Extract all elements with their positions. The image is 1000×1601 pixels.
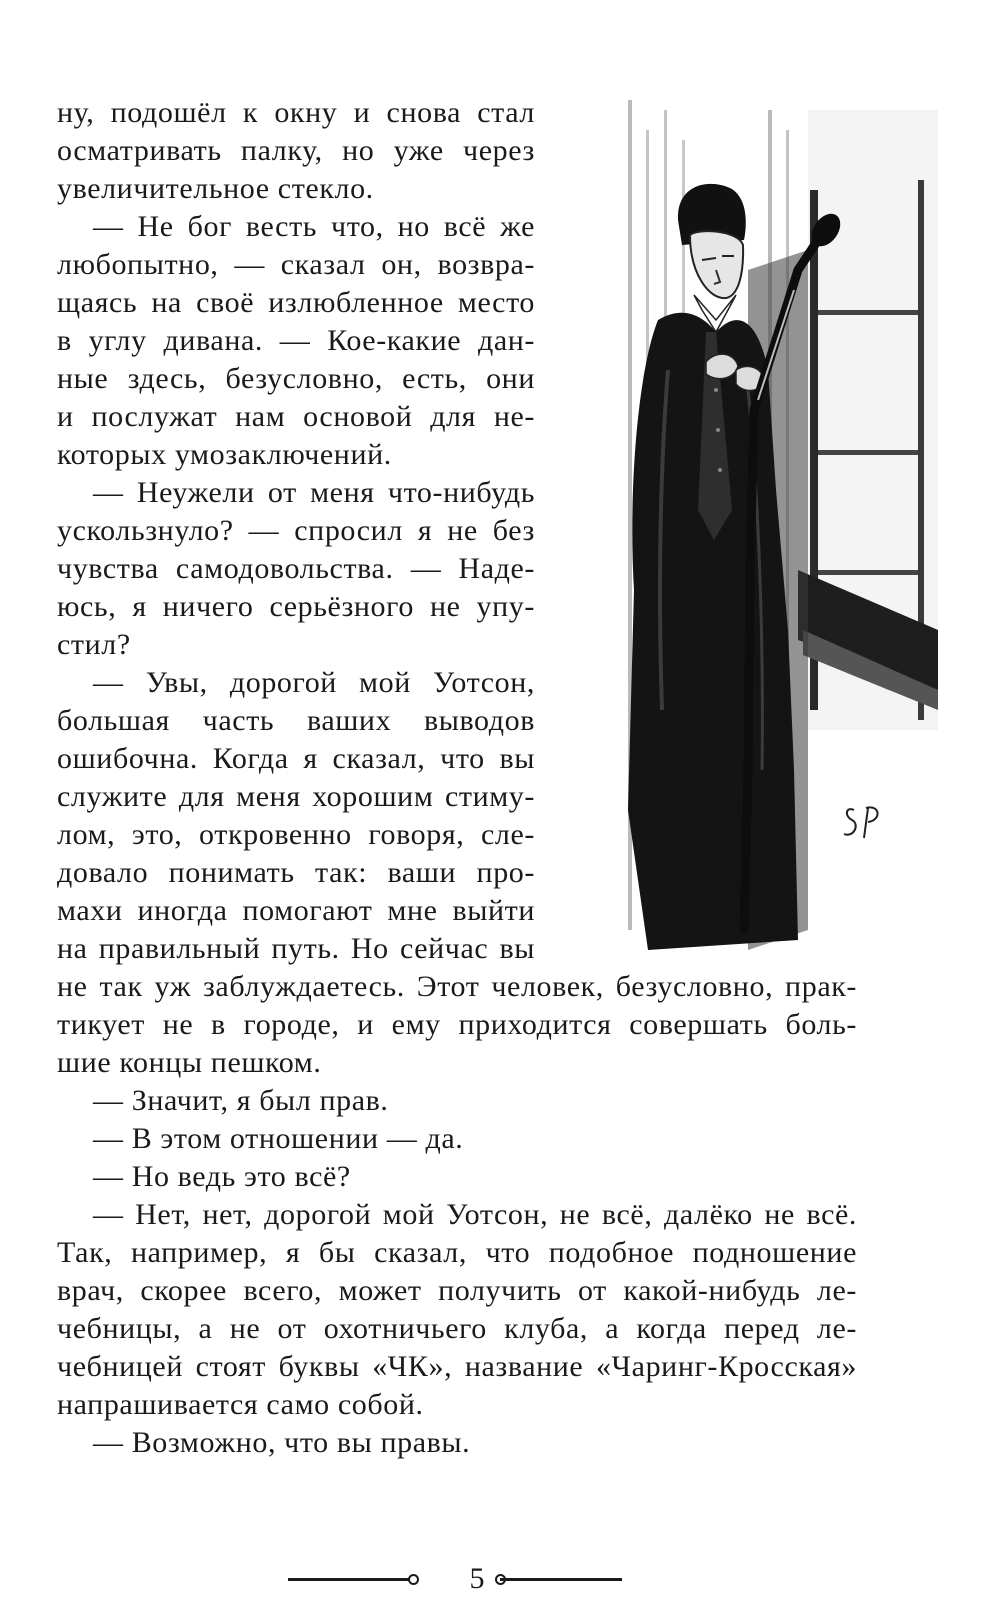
- text-line: и послужат нам основой для не-: [57, 400, 535, 433]
- text-line: чувства самодовольства. — Наде-: [57, 552, 535, 585]
- text-line: стил?: [57, 628, 131, 661]
- text-line: шие концы пешком.: [57, 1046, 322, 1079]
- folio-rule-left: [288, 1578, 413, 1581]
- text-line: ну, подошёл к окну и снова стал: [57, 96, 535, 129]
- text-line: служите для меня хорошим стиму-: [57, 780, 535, 813]
- text-line: — Нет, нет, дорогой мой Уотсон, не всё, далёко не всё.: [93, 1198, 857, 1231]
- text-line: — Но ведь это всё?: [93, 1160, 351, 1193]
- page-number: 5: [469, 1562, 485, 1595]
- text-line: щаясь на своё излюбленное место: [57, 286, 535, 319]
- text-line: лом, это, откровенно говоря, сле-: [57, 818, 535, 851]
- text-line: врач, скорее всего, может получить от какой-нибудь ле-: [57, 1274, 857, 1307]
- text-line: тикует не в городе, и ему приходится совершать боль-: [57, 1008, 857, 1041]
- text-line: которых умозаключений.: [57, 438, 392, 471]
- text-line: увеличительное стекло.: [57, 172, 374, 205]
- text-line: — Не бог весть что, но всё же: [93, 210, 535, 243]
- text-line: — Значит, я был прав.: [93, 1084, 389, 1117]
- artist-monogram: [844, 807, 878, 838]
- text-line: довало понимать так: ваши про-: [57, 856, 535, 889]
- text-line: напрашивается само собой.: [57, 1388, 424, 1421]
- folio-ornament-left: [408, 1574, 419, 1585]
- text-line: осматривать палку, но уже через: [57, 134, 535, 167]
- text-line: — Увы, дорогой мой Уотсон,: [93, 666, 535, 699]
- text-line: любопытно, — сказал он, возвра-: [57, 248, 535, 281]
- text-line: на правильный путь. Но сейчас вы: [57, 932, 535, 965]
- illustration-man-with-cane: [598, 70, 938, 970]
- text-line: — Возможно, что вы правы.: [93, 1426, 471, 1459]
- text-line: большая часть ваших выводов: [57, 704, 535, 737]
- window-frame: [798, 110, 938, 730]
- folio-rule-right: [500, 1578, 622, 1581]
- text-line: не так уж заблуждаетесь. Этот человек, безусловно, прак-: [57, 970, 857, 1003]
- text-line: Так, например, я бы сказал, что подобное подношение: [57, 1236, 857, 1269]
- text-line: в углу дивана. — Кое-какие дан-: [57, 324, 535, 357]
- text-line: ные здесь, безусловно, есть, они: [57, 362, 535, 395]
- text-line: ускользнуло? — спросил я не без: [57, 514, 535, 547]
- text-line: юсь, я ничего серьёзного не упу-: [57, 590, 535, 623]
- text-line: — Неужели от меня что-нибудь: [93, 476, 535, 509]
- text-line: махи иногда помогают мне выйти: [57, 894, 535, 927]
- text-line: чебницы, а не от охотничьего клуба, а когда перед ле-: [57, 1312, 857, 1345]
- text-line: — В этом отношении — да.: [93, 1122, 464, 1155]
- text-line: чебницей стоят буквы «ЧК», название «Чаринг-Кросская»: [57, 1350, 857, 1383]
- text-line: ошибочна. Когда я сказал, что вы: [57, 742, 535, 775]
